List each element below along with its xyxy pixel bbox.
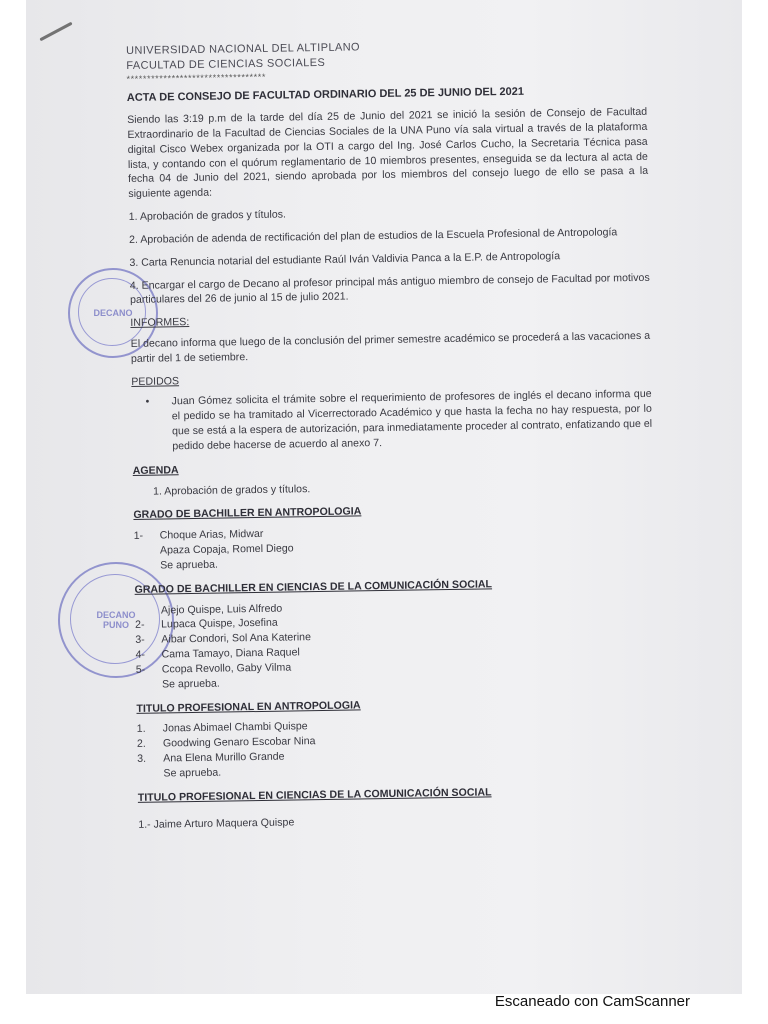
pedidos-heading: PEDIDOS bbox=[131, 374, 180, 388]
agenda-heading: AGENDA bbox=[132, 464, 179, 477]
list-item: 4- Cama Tamayo, Diana Raquel bbox=[135, 646, 300, 662]
bachiller-antropologia-heading: GRADO DE BACHILLER EN ANTROPOLOGIA bbox=[133, 505, 362, 522]
bullet-icon: • bbox=[145, 396, 150, 409]
bachiller-comunicacion-list bbox=[135, 595, 656, 692]
document-title: ACTA DE CONSEJO DE FACULTAD ORDINARIO DEL 25 DE JUNIO DEL 2021 bbox=[126, 85, 524, 104]
approval-note: Se aprueba. bbox=[160, 558, 219, 572]
titulo-antropologia-heading: TITULO PROFESIONAL EN ANTROPOLOGIA bbox=[136, 698, 361, 715]
informes-text: El decano informa que luego de la conclusión del primer semestre académico se procederá a las vacaciones a partir del 1 de setiembre. bbox=[130, 329, 651, 365]
faculty-name: FACULTAD DE CIENCIAS SOCIALES bbox=[126, 57, 326, 73]
scanner-watermark: Escaneado con CamScanner bbox=[494, 993, 690, 1010]
pedido-text: Juan Gómez solicita el trámite sobre el requerimiento de profesores de inglés el decano informa que el pedido se ha tramitado al Vicerrectorado Académico y que hasta la fecha no hay respuesta, por lo que se está a la espera de autorización, para inmediatamente proceder al contrato, enfatizando que el pedido debe hacerse de acuerdo al anexo 7. bbox=[171, 388, 653, 453]
list-item: 2. Goodwing Genaro Escobar Nina bbox=[136, 735, 316, 751]
list-item: 3- Aibar Condori, Sol Ana Katerine bbox=[135, 631, 312, 647]
list-item: 2- Lupaca Quispe, Josefina bbox=[135, 617, 278, 632]
approval-note: Se aprueba. bbox=[163, 766, 222, 780]
agenda-item: 1. Aprobación de grados y títulos. bbox=[152, 482, 311, 498]
stamp-label: DECANO bbox=[93, 308, 133, 318]
titulo-antropologia-list bbox=[137, 714, 658, 781]
list-item: 3. Ana Elena Murillo Grande bbox=[137, 750, 285, 765]
agenda-list-item: 1. Aprobación de grados y títulos. bbox=[128, 208, 287, 224]
bachiller-comunicacion-heading: GRADO DE BACHILLER EN CIENCIAS DE LA COMUNICACIÓN SOCIAL bbox=[134, 578, 493, 596]
university-name: UNIVERSIDAD NACIONAL DEL ALTIPLANO bbox=[126, 41, 361, 57]
list-item: 1. Jonas Abimael Chambi Quispe bbox=[136, 720, 308, 736]
agenda-list-item: 4. Encargar el cargo de Decano al profesor principal más antiguo miembro de consejo de Facultad por motivos particulares del 26 de junio al 15 de julio 2021. bbox=[129, 271, 650, 307]
list-item: Ajejo Quispe, Luis Alfredo bbox=[160, 602, 283, 617]
titulo-comunicacion-heading: TITULO PROFESIONAL EN CIENCIAS DE LA COMUNICACIÓN SOCIAL bbox=[137, 786, 492, 804]
list-item: 5- Ccopa Revollo, Gaby Vilma bbox=[135, 661, 292, 676]
stamp-label: DECANO PUNO bbox=[96, 610, 136, 630]
approval-note: Se aprueba. bbox=[161, 677, 220, 691]
agenda-list-item: 2. Aprobación de adenda de rectificación del plan de estudios de la Escuela Profesional de Antropología bbox=[128, 226, 618, 246]
list-item: Apaza Copaja, Romel Diego bbox=[159, 542, 294, 557]
document-body bbox=[126, 36, 658, 832]
agenda-list-item: 3. Carta Renuncia notarial del estudiante Raúl Iván Valdivia Panca a la E.P. de Antropología bbox=[129, 249, 561, 269]
informes-heading: INFORMES: bbox=[130, 316, 190, 330]
scanned-paper bbox=[26, 0, 742, 994]
bachiller-antropologia-list bbox=[134, 521, 655, 574]
pedido-item bbox=[132, 387, 653, 454]
separator-stars: ********************************** bbox=[126, 71, 267, 84]
list-item: 1.- Jaime Arturo Maquera Quispe bbox=[138, 815, 295, 831]
pen-mark bbox=[39, 22, 72, 42]
list-item: 1- Choque Arias, Midwar bbox=[133, 528, 264, 543]
intro-paragraph: Siendo las 3:19 p.m de la tarde del día 25 de Junio del 2021 se inició la sesión de Consejo de Facultad Extraordinario de la Facultad de Ciencias Sociales de la UNA Puno vía sala virtual a través de la plataforma digital Cisco Webex organizada por la OTI a cargo del Ing. José Carlos Cucho, la Secretaria Técnica pasa lista, y contando con el quórum reglamentario de 10 miembros presentes, enseguida se da lectura al acta de fecha 04 de Junio del 2021, siendo aprobada por los miembros del consejo luego de ello se pasa a la siguiente agenda: bbox=[127, 105, 649, 201]
